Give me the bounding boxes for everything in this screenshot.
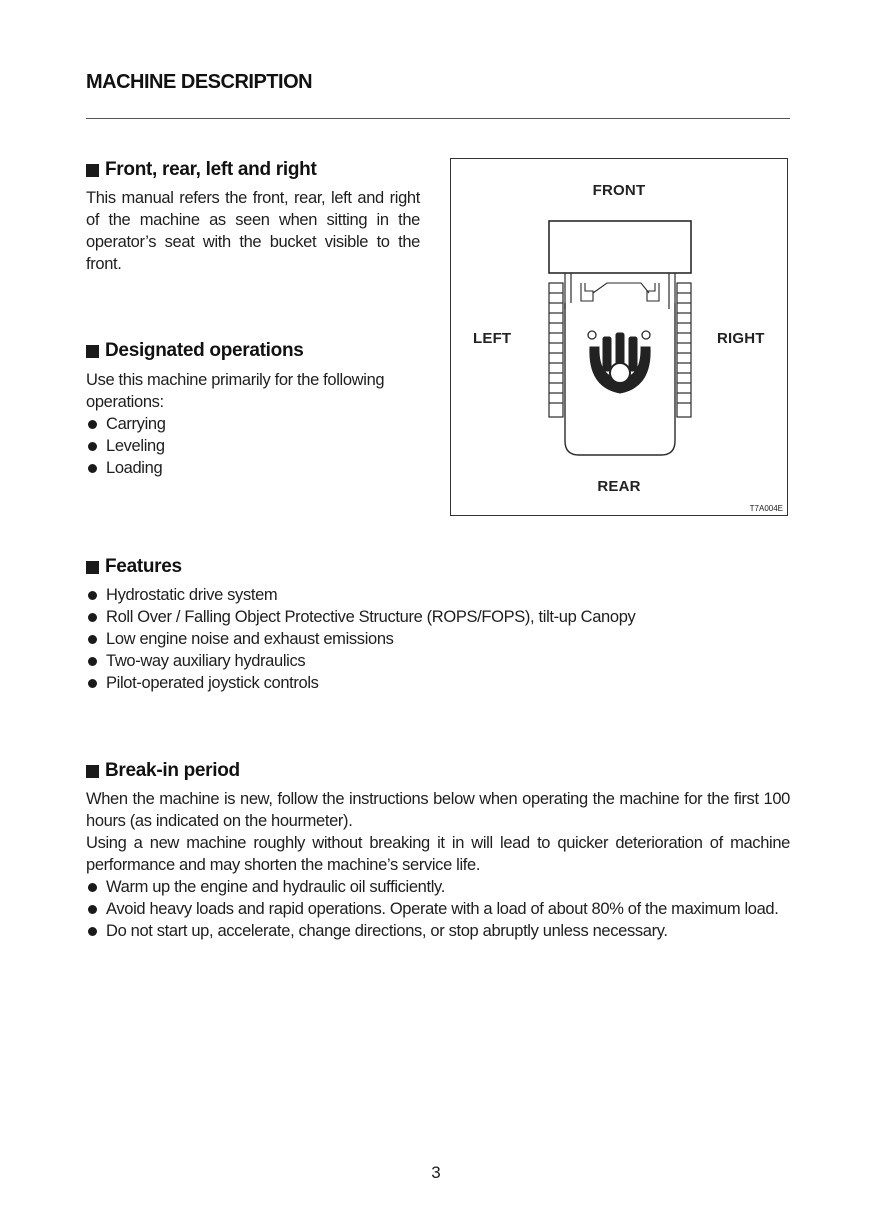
list-item: Roll Over / Falling Object Protective Structure (ROPS/FOPS), tilt-up Canopy [86,606,790,628]
bucket-shape [549,221,691,273]
page-number: 3 [431,1163,441,1182]
square-bullet-icon [86,765,99,778]
operations-list [86,413,426,479]
square-bullet-icon [86,164,99,177]
square-bullet-icon [86,561,99,574]
header-divider [86,118,790,119]
heading-text: Break-in period [105,760,240,781]
square-bullet-icon [86,345,99,358]
label-front: FRONT [592,182,646,199]
operator-seat-icon [590,333,650,393]
page-title: MACHINE DESCRIPTION [86,71,313,93]
list-item: Pilot-operated joystick controls [86,672,790,694]
orientation-paragraph: This manual refers the front, rear, left and right of the machine as seen when sitting in the operator’s seat with the bucket visible to the front. [86,189,420,273]
orientation-diagram [450,158,788,516]
list-item: Warm up the engine and hydraulic oil sufficiently. [86,876,790,898]
list-item: Two-way auxiliary hydraulics [86,650,790,672]
list-item: Loading [86,457,426,479]
list-item: Leveling [86,435,426,457]
figure-code: T7A004E [749,504,783,513]
breakin-list [86,876,790,942]
section-heading-features [86,556,182,578]
list-item: Do not start up, accelerate, change directions, or stop abruptly unless necessary. [86,920,790,942]
breakin-paragraph-2: Using a new machine roughly without breaking it in will lead to quicker deterioration of machine performance and may shorten the machine’s service life. [86,834,790,874]
label-rear: REAR [597,478,641,495]
section-heading-orientation [86,159,316,181]
machine-top-view-illustration [545,219,695,459]
section-heading-operations [86,340,304,362]
list-item: Hydrostatic drive system [86,584,790,606]
breakin-paragraph-1: When the machine is new, follow the instructions below when operating the machine for the first 100 hours (as indicated on the hourmeter). [86,790,790,830]
list-item: Carrying [86,413,426,435]
heading-text: Front, rear, left and right [105,159,317,180]
label-left: LEFT [473,330,512,347]
heading-text: Features [105,556,182,577]
list-item: Low engine noise and exhaust emissions [86,628,790,650]
features-list [86,584,790,694]
heading-text: Designated operations [105,340,304,361]
label-right: RIGHT [717,330,765,347]
section-heading-breakin [86,760,240,782]
list-item: Avoid heavy loads and rapid operations. Operate with a load of about 80% of the maximum load. [86,898,790,920]
operations-intro: Use this machine primarily for the following operations: [86,371,385,411]
